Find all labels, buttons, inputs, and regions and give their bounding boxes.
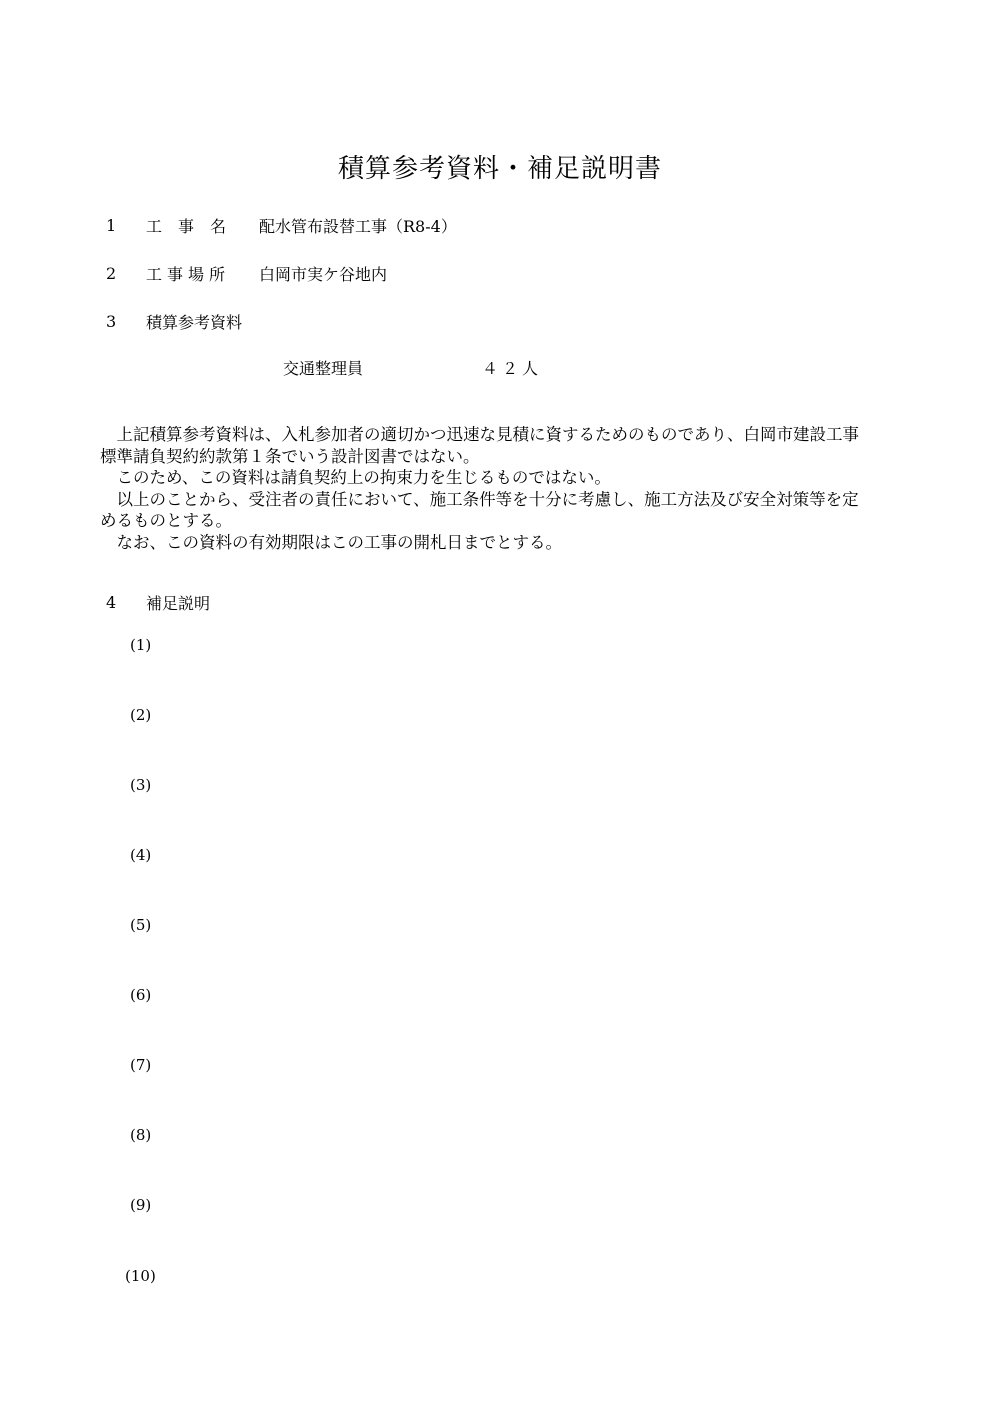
section-2-label: 工事場所 — [146, 265, 231, 284]
supplement-item: (5) — [130, 916, 152, 934]
supplement-item: (4) — [130, 846, 152, 864]
supplement-item: (3) — [130, 776, 152, 794]
supplement-item: (7) — [130, 1056, 152, 1074]
section-2-number: 2 — [106, 264, 117, 283]
section-1-label: 工 事 名 — [146, 217, 227, 236]
supplement-item: (2) — [130, 706, 152, 724]
disclaimer-paragraph-2: このため、この資料は請負契約上の拘束力を生じるものではない。 — [100, 468, 611, 487]
supplement-item: (1) — [130, 636, 152, 654]
document-title: 積算参考資料・補足説明書 — [337, 154, 662, 184]
disclaimer-paragraph-1: 上記積算参考資料は、入札参加者の適切かつ迅速な見積に資するためのものであり、白岡市建設工事標準請負契約約款第１条でいう設計図書ではない。 — [100, 425, 859, 466]
supplement-item: (10) — [125, 1267, 156, 1285]
disclaimer-paragraph-4: なお、この資料の有効期限はこの工事の開札日までとする。 — [100, 532, 562, 552]
section-4-number: 4 — [106, 593, 117, 612]
section-4-label: 補足説明 — [146, 594, 211, 613]
section-1-number: 1 — [106, 216, 117, 235]
reference-item-name: 交通整理員 — [283, 359, 364, 378]
supplement-item: (9) — [130, 1196, 152, 1214]
disclaimer-paragraph-3: 以上のことから、受注者の責任において、施工条件等を十分に考慮し、施工方法及び安全対策等を定めるものとする。 — [100, 489, 859, 530]
supplement-item: (6) — [130, 986, 152, 1004]
disclaimer-text — [100, 424, 862, 553]
project-location: 白岡市実ケ谷地内 — [259, 265, 388, 284]
section-3-number: 3 — [106, 312, 117, 331]
reference-item-quantity: ４２人 — [482, 359, 543, 378]
supplement-item: (8) — [130, 1126, 152, 1144]
section-3-label: 積算参考資料 — [146, 313, 243, 332]
project-name: 配水管布設替工事（R8-4） — [259, 217, 457, 236]
